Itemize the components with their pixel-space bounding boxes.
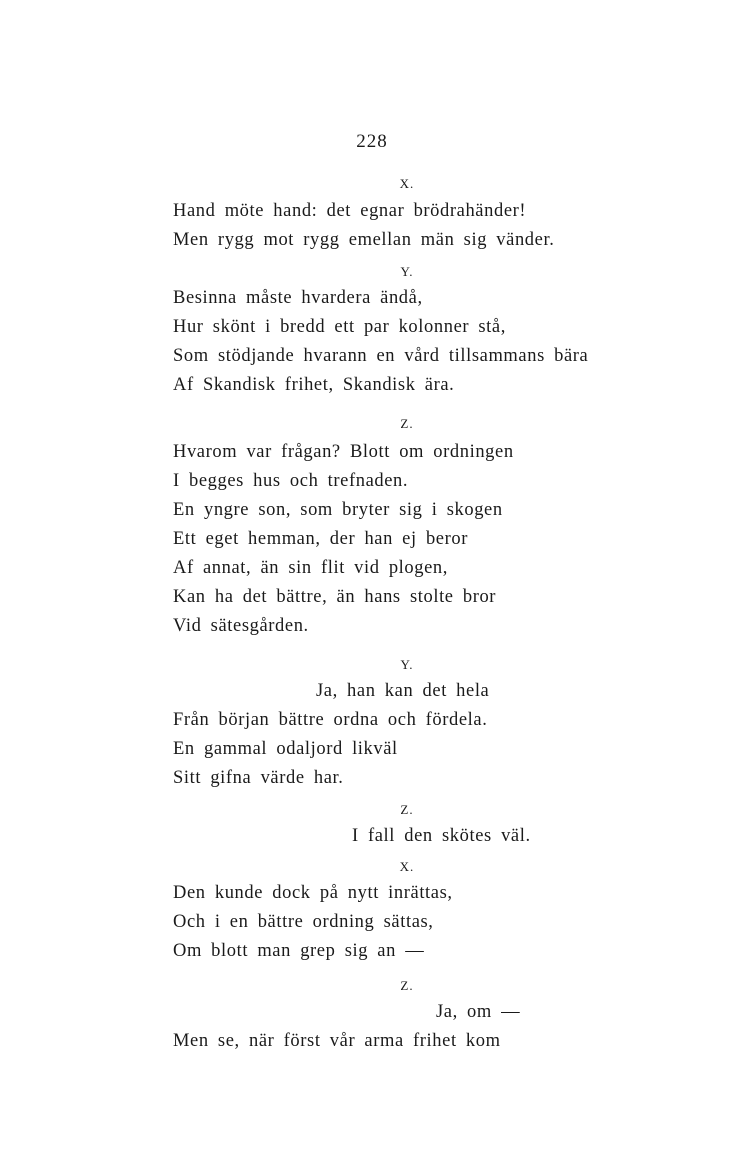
verse-line: Om blott man grep sig an — xyxy=(173,941,425,961)
verse-line: Kan ha det bättre, än hans stolte bror xyxy=(173,587,497,607)
verse-line: Hur skönt i bredd ett par kolonner stå, xyxy=(173,317,506,337)
verse-line: Men se, när först vår arma frihet kom xyxy=(173,1031,501,1051)
verse-line: Sitt gifna värde har. xyxy=(173,768,344,788)
verse-line: Af Skandisk frihet, Skandisk ära. xyxy=(173,375,455,395)
verse-line: En yngre son, som bryter sig i skogen xyxy=(173,500,503,520)
verse-line: Som stödjande hvarann en vård tillsammans bära xyxy=(173,346,589,366)
verse-line: Vid sätesgården. xyxy=(173,616,309,636)
verse-line: Och i en bättre ordning sättas, xyxy=(173,912,434,932)
verse-line: En gammal odaljord likväl xyxy=(173,739,398,759)
speaker-label: Y. xyxy=(400,657,414,672)
speaker-label: X. xyxy=(399,859,415,874)
verse-line: Den kunde dock på nytt inrättas, xyxy=(173,883,453,903)
verse-line: Hand möte hand: det egnar brödrahänder! xyxy=(173,201,527,221)
speaker-label: Z. xyxy=(400,978,414,993)
speaker-label: Y. xyxy=(400,264,414,279)
verse-line: Ja, han kan det hela xyxy=(316,681,490,701)
verse-line: Ja, om — xyxy=(436,1002,521,1022)
verse-line: Men rygg mot rygg emellan män sig vänder. xyxy=(173,230,555,250)
page-number: 228 xyxy=(356,131,388,152)
verse-line: I begges hus och trefnaden. xyxy=(173,471,409,491)
verse-line: Från början bättre ordna och fördela. xyxy=(173,710,488,730)
verse-line: Hvarom var frågan? Blott om ordningen xyxy=(173,442,514,462)
verse-line: Ett eget hemman, der han ej beror xyxy=(173,529,468,549)
verse-line: Af annat, än sin flit vid plogen, xyxy=(173,558,449,578)
speaker-label: Z. xyxy=(400,802,414,817)
speaker-label: Z. xyxy=(400,416,414,431)
verse-line: Besinna måste hvardera ändå, xyxy=(173,288,423,308)
verse-line: I fall den skötes väl. xyxy=(352,826,531,846)
speaker-label: X. xyxy=(399,176,415,191)
